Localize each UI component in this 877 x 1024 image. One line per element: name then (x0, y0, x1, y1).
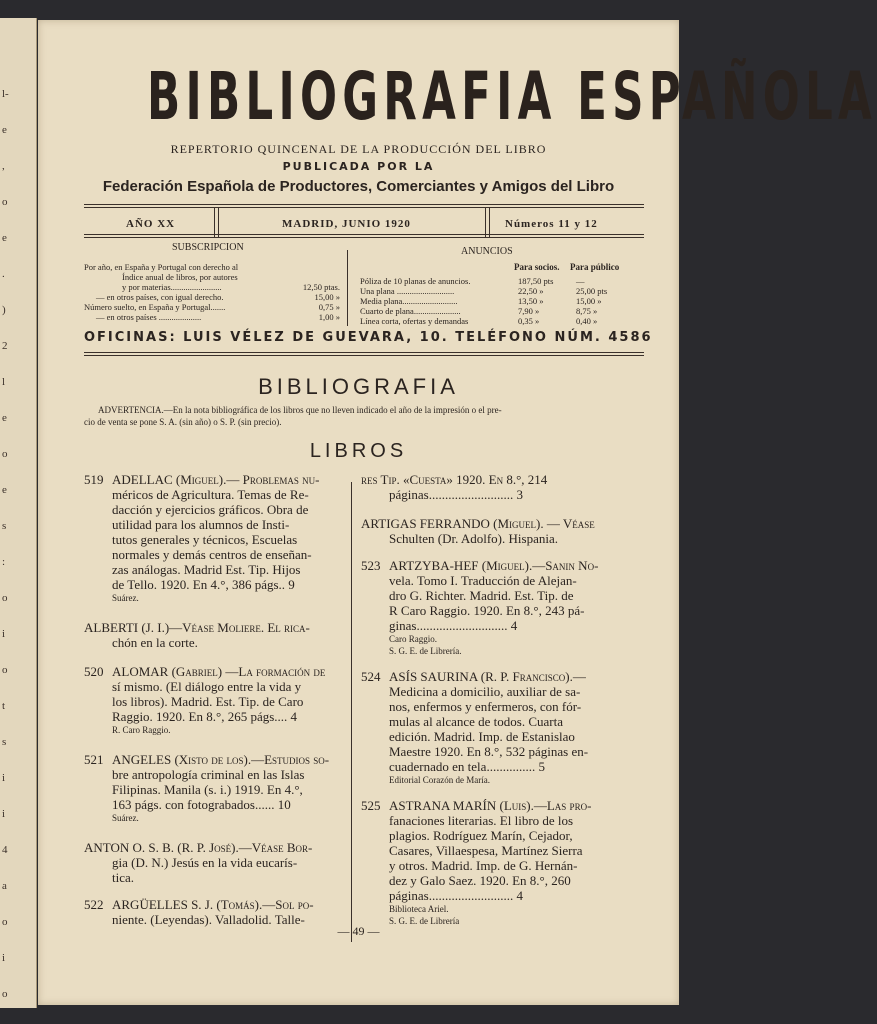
right-column (361, 472, 623, 941)
entry-publisher: R. Caro Raggio. (112, 725, 171, 735)
adjacent-page-fragment: s (2, 736, 7, 748)
entry-text-line: tutos generales y técnicos, Escuelas (112, 532, 298, 547)
entry-text-line: ANGELES (Xisto de los).—Estudios so- (112, 752, 330, 767)
entry-publisher: Editorial Corazón de María. (389, 775, 490, 785)
adjacent-page-fragment: ) (2, 304, 6, 316)
entry-text-line: res Tip. «Cuesta» 1920. En 8.°, 214 (361, 472, 548, 487)
entry-text-line: niente. (Leyendas). Valladolid. Talle- (112, 912, 305, 927)
ads-price-public: 8,75 » (576, 306, 598, 316)
entry-text-line: ARTZYBA-HEF (Miguel).—Sanin No- (389, 558, 599, 573)
adjacent-page-fragment: l- (2, 88, 9, 100)
subscription-price: 12,50 ptas. (302, 282, 340, 292)
entry-text-line: dez y Galo Saez. 1920. En 8.°, 260 (389, 873, 571, 888)
entry-text-line: páginas.......................... 3 (389, 487, 523, 502)
entry-number: 520 (84, 664, 104, 679)
adjacent-page-edge (0, 18, 37, 1008)
ads-label: Una plana ........................... (360, 286, 455, 296)
adjacent-page-fragment: , (2, 160, 5, 172)
entry-publisher: Caro Raggio. (389, 634, 437, 644)
entry-text-line: plagios. Rodríguez Marín, Cejador, (389, 828, 573, 843)
journal-title: BIBLIOGRAFIA ESPAÑOLA (146, 58, 877, 135)
journal-subtitle: REPERTORIO QUINCENAL DE LA PRODUCCIÓN DEL LIBRO (170, 142, 547, 156)
adjacent-page-fragment: 4 (2, 844, 8, 856)
publisher-line: PUBLICADA POR LA (282, 160, 435, 173)
subscription-price: 1,00 » (318, 312, 340, 322)
entry-text-line: Schulten (Dr. Adolfo). Hispania. (389, 531, 558, 546)
subscription-row (84, 302, 344, 312)
entry-text-line: Maestre 1920. En 8.°, 532 páginas en- (389, 744, 589, 759)
adjacent-page-fragment: t (2, 700, 6, 712)
entry-text-line: bre antropología criminal en las Islas (112, 767, 305, 782)
ads-row (360, 276, 650, 286)
subscription-row (84, 312, 344, 322)
ads-row (360, 296, 650, 306)
entry-number: 525 (361, 798, 381, 813)
subscription-label: Por año, en España y Portugal con derecho al (84, 262, 239, 272)
entry-publisher: S. G. E. de Librería. (389, 646, 462, 656)
entry-text-line: sí mismo. (El diálogo entre la vida y (112, 679, 302, 694)
ads-row (360, 316, 650, 326)
entry-text-line: chón en la corte. (112, 635, 198, 650)
book-entry (84, 840, 346, 885)
entry-text-line: edición. Madrid. Imp. de Estanislao (389, 729, 575, 744)
ads-price-members: 187,50 pts (518, 276, 554, 286)
book-entry (84, 752, 346, 824)
entry-number: 519 (84, 472, 104, 487)
entry-number: 524 (361, 669, 381, 684)
offices-address: OFICINAS: LUIS VÉLEZ DE GUEVARA, 10. TELÉFONO NÚM. 4586 (84, 330, 653, 345)
ads-heading: ANUNCIOS (461, 246, 513, 257)
advertencia-line1: ADVERTENCIA.—En la nota bibliográfica de los libros que no lleven indicado el año de la impresión o el pre- (98, 405, 502, 415)
ads-price-members: 22,50 » (518, 286, 544, 296)
ads-price-public: 0,40 » (576, 316, 598, 326)
ads-price-public: 25,00 pts (576, 286, 608, 296)
issue-numbers: Números 11 y 12 (505, 218, 598, 230)
book-entry (361, 516, 623, 546)
entry-text-line: de Tello. 1920. En 4.°, 386 págs.. 9 (112, 577, 295, 592)
entry-text-line: ARTIGAS FERRANDO (Miguel). — Véase (361, 516, 595, 531)
journal-page (38, 20, 877, 1005)
entry-text-line: dacción y ejercicios gráficos. Obra de (112, 502, 309, 517)
entry-text-line: zas análogas. Madrid Est. Tip. Hijos (112, 562, 301, 577)
entry-text-line: gia (D. N.) Jesús en la vida eucarís- (112, 855, 298, 870)
adjacent-page-fragment: e (2, 232, 7, 244)
entry-text-line: ginas............................ 4 (389, 618, 518, 633)
adjacent-page-fragment: e (2, 412, 7, 424)
ads-price-members: 7,90 » (518, 306, 540, 316)
entry-text-line: ASÍS SAURINA (R. P. Francisco).— (389, 669, 586, 684)
entry-number: 523 (361, 558, 381, 573)
subscription-price: 0,75 » (318, 302, 340, 312)
ads-price-members: 13,50 » (518, 296, 544, 306)
entry-text-line: los libros). Madrid. Est. Tip. de Caro (112, 694, 304, 709)
adjacent-page-fragment: o (2, 988, 8, 1000)
adjacent-page-fragment: o (2, 916, 8, 928)
adjacent-page-fragment: l (2, 376, 6, 388)
entry-text-line: y otros. Madrid. Imp. de G. Hernán- (389, 858, 578, 873)
entry-text-line: tica. (112, 870, 135, 885)
entry-text-line: Raggio. 1920. En 8.°, 265 págs.... 4 (112, 709, 298, 724)
book-entry (361, 798, 623, 927)
entry-text-line: ANTON O. S. B. (R. P. José).—Véase Bor- (84, 840, 313, 855)
ads-price-members: 0,35 » (518, 316, 540, 326)
subscription-price: 15,00 » (314, 292, 340, 302)
adjacent-page-fragment: : (2, 556, 6, 568)
book-entry (361, 558, 623, 657)
adjacent-page-fragment: i (2, 628, 6, 640)
entry-text-line: ADELLAC (Miguel).— Problemas nu- (112, 472, 320, 487)
ads-table (360, 276, 650, 326)
adjacent-page-fragment: o (2, 664, 8, 676)
book-entry (84, 897, 346, 927)
entry-text-line: dro G. Richter. Madrid. Est. Tip. de (389, 588, 574, 603)
book-entry (361, 669, 623, 786)
entry-text-line: ASTRANA MARÍN (Luis).—Las pro- (389, 798, 592, 813)
book-entry (361, 472, 623, 502)
issue-year: AÑO XX (126, 218, 176, 230)
entry-publisher: Biblioteca Ariel. (389, 904, 449, 914)
entry-number: 522 (84, 897, 104, 912)
entry-text-line: 163 págs. con fotograbados...... 10 (112, 797, 291, 812)
adjacent-page-fragment: e (2, 484, 7, 496)
entry-text-line: ALBERTI (J. I.)—Véase Moliere. El rica- (84, 620, 310, 635)
issue-place-date: MADRID, JUNIO 1920 (282, 218, 411, 230)
entry-text-line: páginas.......................... 4 (389, 888, 523, 903)
entry-text-line: Casares, Villaespesa, Martínez Sierra (389, 843, 583, 858)
entry-text-line: vela. Tomo I. Traducción de Alejan- (389, 573, 577, 588)
entry-text-line: Medicina a domicilio, auxiliar de sa- (389, 684, 581, 699)
entry-text-line: cuadernado en tela............... 5 (389, 759, 545, 774)
book-entry (84, 664, 346, 736)
ads-label: Cuarto de plana...................... (360, 306, 461, 316)
adjacent-page-fragment: e (2, 124, 7, 136)
entry-publisher: Suárez. (112, 813, 139, 823)
adjacent-page-fragment: i (2, 808, 6, 820)
adjacent-page-fragment: s (2, 520, 7, 532)
adjacent-page-fragment: i (2, 772, 6, 784)
subscription-label: Número suelto, en España y Portugal....... (84, 302, 226, 312)
adjacent-page-fragment: o (2, 592, 8, 604)
entry-text-line: méricos de Agricultura. Temas de Re- (112, 487, 309, 502)
adjacent-page-fragment: 2 (2, 340, 8, 352)
adjacent-page-fragment: o (2, 196, 8, 208)
adjacent-page-fragment: a (2, 880, 7, 892)
subscription-row (84, 282, 344, 292)
subscription-label: Índice anual de libros, por autores (122, 272, 238, 282)
entry-text-line: Filipinas. Manila (s. i.) 1919. En 4.°, (112, 782, 303, 797)
federation-name: Federación Española de Productores, Comerciantes y Amigos del Libro (102, 178, 615, 195)
ads-price-public: — (576, 276, 585, 286)
entry-number: 521 (84, 752, 104, 767)
page-number: — 49 — (337, 924, 380, 938)
entry-publisher: S. G. E. de Librería (389, 916, 460, 926)
entry-text-line: fanaciones literarias. El libro de los (389, 813, 574, 828)
entry-text-line: R Caro Raggio. 1920. En 8.°, 243 pá- (389, 603, 585, 618)
adjacent-page-fragment: i (2, 952, 6, 964)
ads-label: Póliza de 10 planas de anuncios. (360, 276, 471, 286)
entry-text-line: utilidad para los alumnos de Insti- (112, 517, 290, 532)
ads-label: Media plana.......................... (360, 296, 458, 306)
advertencia-line2: cio de venta se pone S. A. (sin año) o S. P. (sin precio). (84, 417, 282, 427)
ads-price-public: 15,00 » (576, 296, 602, 306)
entry-text-line: ALOMAR (Gabriel) —La formación de (112, 664, 326, 679)
adjacent-page-fragment: o (2, 448, 8, 460)
subscription-table (84, 262, 344, 322)
subscription-row (84, 272, 344, 282)
subscription-row (84, 262, 344, 272)
adjacent-page-fragment: . (2, 268, 5, 280)
subscription-heading: SUBSCRIPCION (172, 242, 244, 253)
entry-publisher: Suárez. (112, 593, 139, 603)
ads-col-public: Para público (570, 262, 620, 272)
subscription-label: — en otros países .................... (96, 312, 202, 322)
entry-text-line: normales y demás centros de enseñan- (112, 547, 312, 562)
ads-row (360, 306, 650, 316)
libros-heading: LIBROS (309, 440, 408, 462)
book-entry (84, 472, 346, 604)
entry-text-line: nos, enfermos y enfermeros, con fór- (389, 699, 582, 714)
book-entry (84, 620, 346, 650)
subscription-label: — en otros países, con igual derecho. (96, 292, 224, 302)
ads-label: Línea corta, ofertas y demandas (360, 316, 469, 326)
subscription-row (84, 292, 344, 302)
left-column (84, 472, 346, 941)
ads-col-members: Para socios. (514, 262, 560, 272)
entry-text-line: mulas al alcance de todos. Cuarta (389, 714, 563, 729)
entry-text-line: ARGÜELLES S. J. (Tomás).—Sol po- (112, 897, 314, 912)
subscription-label: y por materias........................ (122, 282, 222, 292)
ads-row (360, 286, 650, 296)
section-title: BIBLIOGRAFIA (258, 374, 459, 399)
